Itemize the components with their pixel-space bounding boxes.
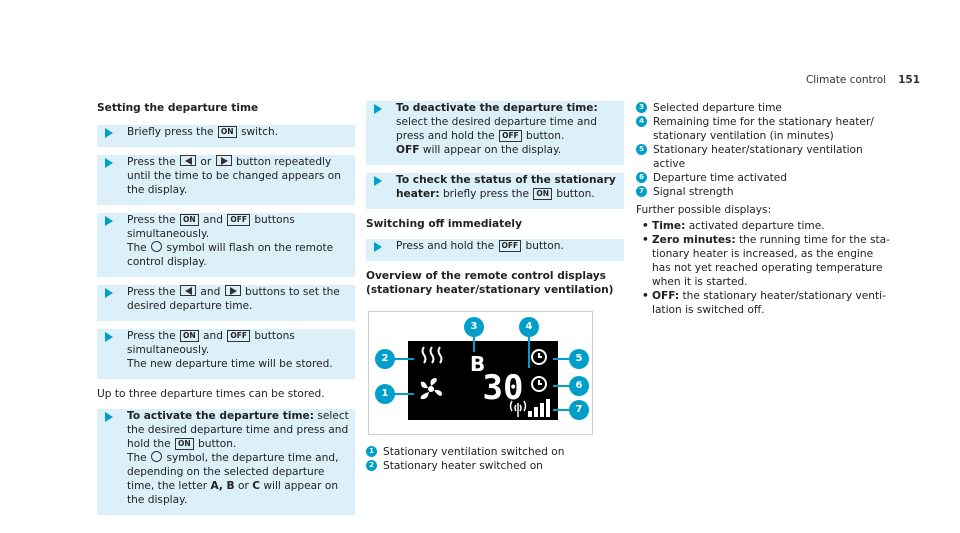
timer-symbol-icon [151,241,162,252]
off-key-icon: OFF [499,130,522,142]
step-set-time: Press the and buttons to set the desired departure time. [97,285,355,321]
bullet-zero-minutes: • Zero minutes: the running time for the stationary heater is increased, as the engine has not yet reached operating temperature when it is started. [642,234,890,288]
display-digits: 30 [482,368,524,408]
legend-item-1: 1 Stationary ventilation switched on [366,445,624,459]
off-key-icon: OFF [227,330,250,342]
legend-item-2: 2 Stationary heater switched on [366,459,624,473]
callout-2: 2 [375,349,395,369]
step-deactivate: To deactivate the departure time: select the desired departure time and press and hold the OFF button. OFF will appear on the display. [366,101,624,165]
remote-display-screen [408,341,558,420]
callout-5: 5 [569,349,589,369]
left-triangle-key-icon [180,155,196,166]
legend-item-3: 3 Selected departure time [636,101,894,115]
on-key-icon: ON [218,126,237,138]
callout-4: 4 [519,317,539,337]
callout-7: 7 [569,400,589,420]
page-header [806,73,920,87]
signal-icon [528,399,550,417]
callout-1: 1 [375,384,395,404]
section-title: Climate control [805,74,887,86]
on-key-icon: ON [175,438,194,450]
further-displays-label: Further possible displays: [636,204,772,216]
heading-setting-departure: Setting the departure time [97,102,259,114]
left-triangle-key-icon [180,285,196,296]
remote-display-figure [368,311,593,435]
step-press-simultaneously: Press the ON and OFF buttons simultaneously. The symbol will flash on the remote control display. [97,213,355,277]
on-key-icon: ON [180,214,199,226]
off-key-icon: OFF [227,214,250,226]
column-1 [97,101,355,523]
paragraph-three-times: Up to three departure times can be stored. [97,388,325,400]
heading-switch-off: Switching off immediately [366,218,522,230]
heat-icon [423,347,442,363]
fan-icon [421,378,442,399]
legend-item-6: 6 Departure time activated [636,171,894,185]
legend-item-5: 5 Stationary heater/stationary ventilation active [636,143,894,171]
step-check-status: To check the status of the stationary heater: briefly press the ON button. [366,173,624,209]
legend-item-7: 7 Signal strength [636,185,894,199]
column-3 [636,101,894,317]
legend-item-4: 4 Remaining time for the stationary heater/ stationary ventilation (in minutes) [636,115,894,143]
display-letter: B [470,352,486,376]
step-press-hold-off: Press and hold the OFF button. [366,239,624,261]
departure-symbol-icon [151,451,162,462]
page-number: 151 [898,74,920,86]
step-press-repeatedly: Press the or button repeatedly until the time to be changed appears on the display. [97,155,355,205]
callout-3: 3 [464,317,484,337]
display-graphic [408,341,558,420]
step-activate-time: To activate the departure time: select the desired departure time and press and hold the ON button. The symbol, the departure time and, depending on the selected departure time, the letter A, B or C will appear on the display. [97,409,355,515]
step-store-time: Press the ON and OFF buttons simultaneously. The new departure time will be stored. [97,329,355,379]
callout-6: 6 [569,376,589,396]
step-briefly-press: Briefly press the ON switch. [97,125,355,147]
column-2 [366,101,624,473]
off-key-icon: OFF [499,240,522,252]
clock-icon [532,350,546,391]
callout-line-4 [528,332,530,368]
heading-overview: Overview of the remote control displays (stationary heater/stationary ventilation) [366,270,614,296]
right-triangle-key-icon [225,285,241,296]
on-key-icon: ON [180,330,199,342]
right-triangle-key-icon [216,155,232,166]
bullet-off: • OFF: the stationary heater/stationary ventilation is switched off. [642,290,886,316]
on-key-icon: ON [533,188,552,200]
bullet-time: • Time: activated departure time. [642,220,825,232]
